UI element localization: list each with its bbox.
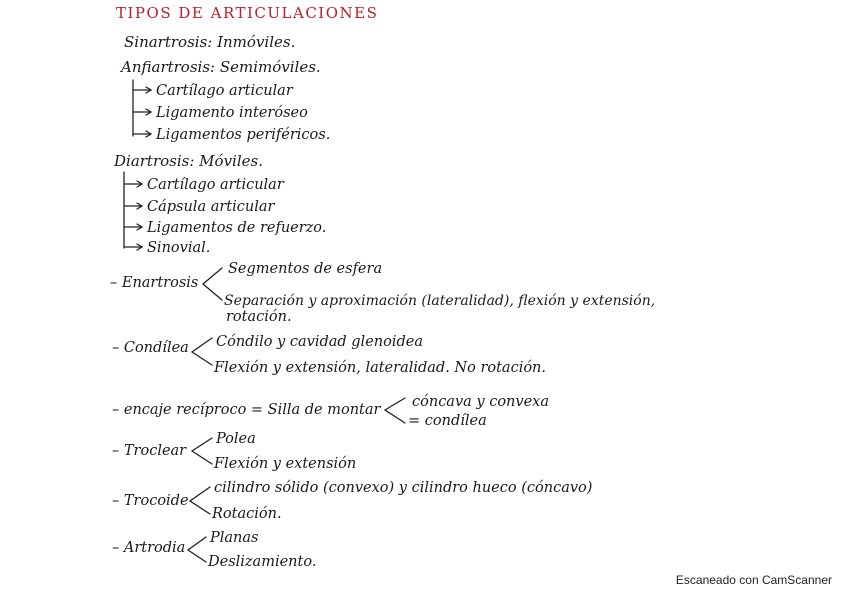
sinartrosis-line: Sinartrosis: Inmóviles.	[124, 33, 296, 51]
diartrosis-item: Ligamentos de refuerzo.	[147, 220, 327, 236]
artrodia-detail: Planas	[210, 530, 259, 546]
condilea-detail: Flexión y extensión, lateralidad. No rotación.	[214, 360, 547, 376]
diartrosis-item: Sinovial.	[147, 240, 211, 256]
anfiartrosis-item: Ligamento interóseo	[156, 105, 308, 121]
encaje-reciproco-detail: cóncava y convexa	[412, 394, 549, 410]
trocoide-label: – Trocoide	[112, 493, 189, 509]
trocoide-detail: Rotación.	[212, 506, 282, 522]
diartrosis-header: Diartrosis: Móviles.	[114, 152, 263, 170]
encaje-reciproco-label: – encaje recíproco = Silla de montar	[112, 402, 381, 418]
artrodia-label: – Artrodia	[112, 540, 186, 556]
diartrosis-item: Cartílago articular	[147, 177, 284, 193]
condilea-label: – Condílea	[112, 340, 189, 356]
camscanner-watermark: Escaneado con CamScanner	[675, 573, 832, 587]
troclear-label: – Troclear	[112, 443, 187, 459]
troclear-detail: Polea	[216, 431, 256, 447]
diartrosis-item: Cápsula articular	[147, 199, 275, 215]
trocoide-detail: cilindro sólido (convexo) y cilindro hueco (cóncavo)	[214, 480, 593, 496]
enartrosis-label: – Enartrosis	[110, 275, 199, 291]
troclear-detail: Flexión y extensión	[214, 456, 357, 472]
page-title: TIPOS DE ARTICULACIONES	[116, 4, 379, 22]
artrodia-detail: Deslizamiento.	[208, 554, 317, 570]
anfiartrosis-item: Ligamentos periféricos.	[156, 127, 331, 143]
encaje-reciproco-detail: = condílea	[408, 413, 487, 429]
anfiartrosis-header: Anfiartrosis: Semimóviles.	[121, 58, 321, 76]
enartrosis-detail: rotación.	[226, 309, 292, 325]
enartrosis-detail: Segmentos de esfera	[228, 261, 383, 277]
enartrosis-detail: Separación y aproximación (lateralidad), flexión y extensión,	[224, 293, 656, 309]
condilea-detail: Cóndilo y cavidad glenoidea	[216, 334, 423, 350]
anfiartrosis-item: Cartílago articular	[156, 83, 293, 99]
